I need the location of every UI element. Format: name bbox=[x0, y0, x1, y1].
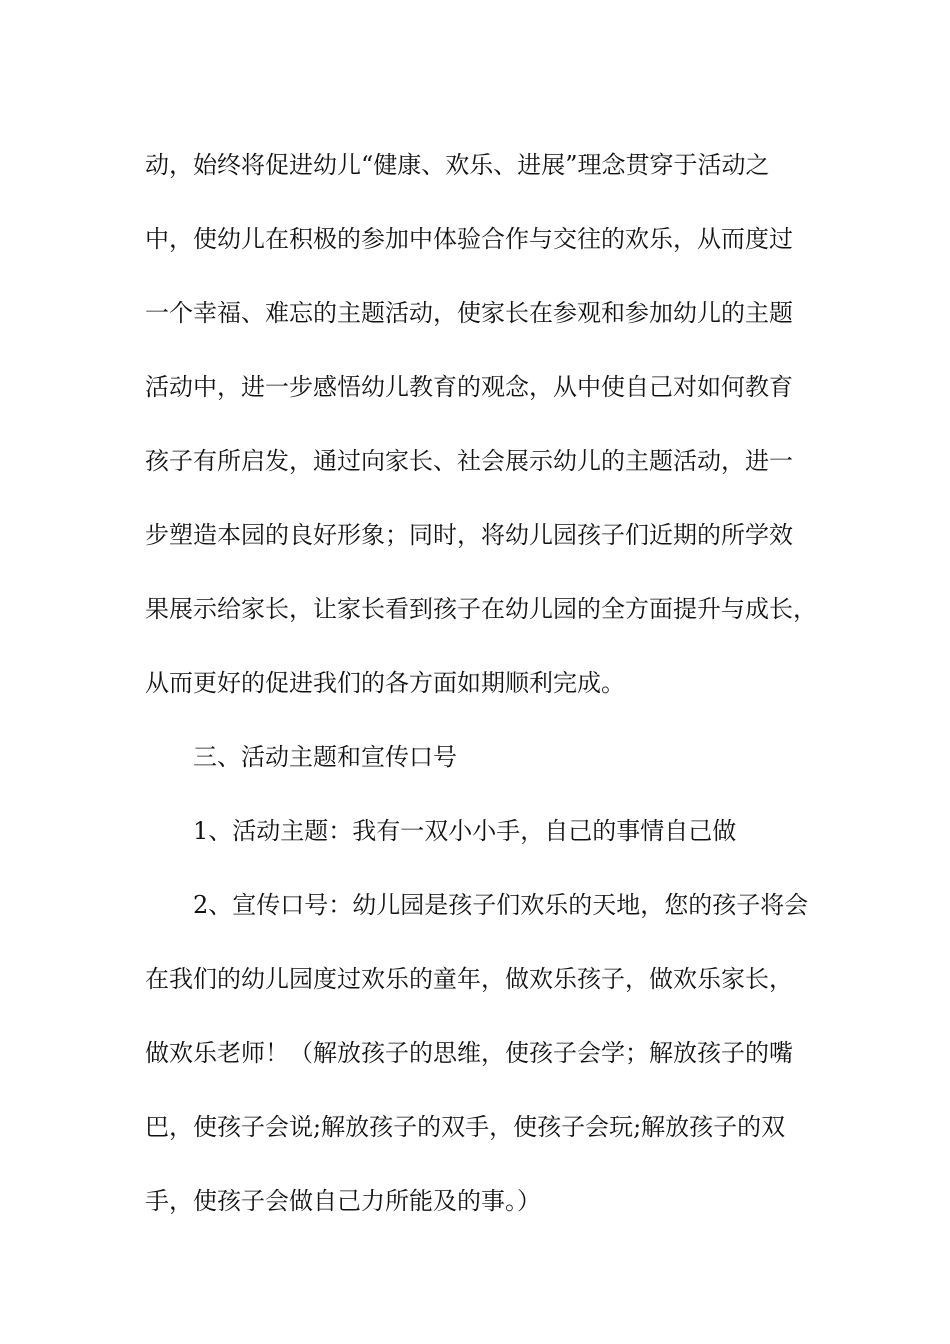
paragraph-line: 从而更好的促进我们的各方面如期顺利完成。 bbox=[145, 669, 625, 697]
paragraph-line: 活动中，进一步感悟幼儿教育的观念，从中使自己对如何教育 bbox=[145, 373, 793, 401]
section-heading: 三、活动主题和宣传口号 bbox=[193, 743, 457, 771]
paragraph-line: 步塑造本园的良好形象；同时，将幼儿园孩子们近期的所学效 bbox=[145, 521, 793, 549]
paragraph-line: 一个幸福、难忘的主题活动，使家长在参观和参加幼儿的主题 bbox=[145, 299, 793, 327]
list-item-activity-theme: 1、活动主题：我有一双小小手，自己的事情自己做 bbox=[193, 817, 737, 845]
paragraph-line: 孩子有所启发，通过向家长、社会展示幼儿的主题活动，进一 bbox=[145, 447, 793, 475]
paragraph-line: 做欢乐老师！（解放孩子的思维，使孩子会学；解放孩子的嘴 bbox=[145, 1039, 793, 1067]
paragraph-line: 在我们的幼儿园度过欢乐的童年，做欢乐孩子，做欢乐家长， bbox=[145, 965, 793, 993]
paragraph-line: 果展示给家长，让家长看到孩子在幼儿园的全方面提升与成长， bbox=[145, 595, 817, 623]
list-item-slogan: 2、宣传口号：幼儿园是孩子们欢乐的天地，您的孩子将会 bbox=[193, 891, 809, 919]
paragraph-line: 巴，使孩子会说;解放孩子的双手，使孩子会玩;解放孩子的双 bbox=[145, 1113, 786, 1141]
paragraph-line: 中，使幼儿在积极的参加中体验合作与交往的欢乐，从而度过 bbox=[145, 225, 793, 253]
paragraph-line: 动，始终将促进幼儿“健康、欢乐、进展”理念贯穿于活动之 bbox=[145, 151, 770, 179]
document-body bbox=[145, 128, 835, 1238]
paragraph-line: 手，使孩子会做自己力所能及的事。） bbox=[145, 1187, 541, 1215]
